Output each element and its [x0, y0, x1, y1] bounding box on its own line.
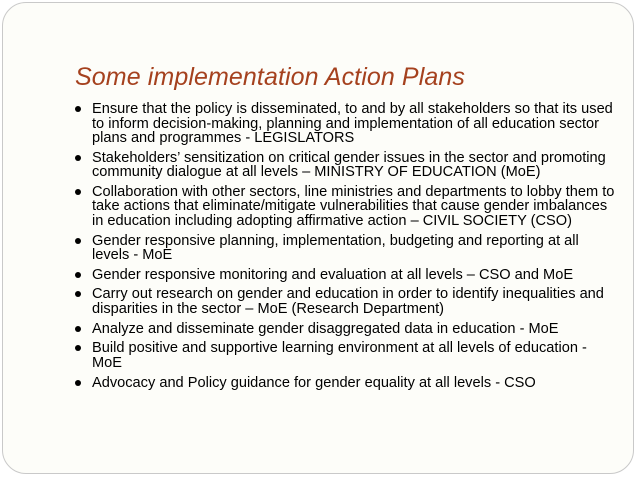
bullet-text: Collaboration with other sectors, line ministries and departments to lobby them to take actions that eliminate/mitigate vulnerabilities that cause gender imbalances in education including adopting affirmative action – CIVIL SOCIETY (CSO)	[92, 183, 615, 229]
bullet-text: Gender responsive monitoring and evaluation at all levels – CSO and MoE	[92, 266, 574, 283]
list-item	[75, 268, 615, 283]
list-item	[75, 322, 615, 337]
bullet-text: Build positive and supportive learning environment at all levels of education - MoE	[92, 340, 587, 371]
list-item	[75, 341, 615, 370]
list-item	[75, 102, 615, 146]
bullet-dot-icon	[75, 272, 81, 278]
bullet-list	[75, 102, 615, 395]
bullet-text: Analyze and disseminate gender disaggregated data in education - MoE	[92, 320, 559, 337]
bullet-dot-icon	[75, 238, 81, 244]
slide-title: Some implementation Action Plans	[75, 63, 465, 91]
bullet-text: Carry out research on gender and education in order to identify inequalities and disparities in the sector – MoE (Research Department)	[92, 286, 604, 317]
bullet-text: Stakeholders’ sensitization on critical gender issues in the sector and promoting community dialogue at all levels – MINISTRY OF EDUCATION (MoE)	[92, 149, 606, 181]
bullet-dot-icon	[75, 326, 81, 332]
bullet-dot-icon	[75, 106, 81, 112]
list-item	[75, 185, 615, 229]
bullet-dot-icon	[75, 380, 81, 386]
bullet-text: Gender responsive planning, implementation, budgeting and reporting at all levels - MoE	[92, 232, 579, 264]
bullet-text: Advocacy and Policy guidance for gender equality at all levels - CSO	[92, 374, 536, 391]
bullet-dot-icon	[75, 345, 81, 351]
bullet-dot-icon	[75, 189, 81, 195]
list-item	[75, 234, 615, 263]
bullet-dot-icon	[75, 291, 81, 297]
list-item	[75, 151, 615, 180]
bullet-dot-icon	[75, 155, 81, 161]
bullet-text: Ensure that the policy is disseminated, to and by all stakeholders so that its used to inform decision-making, planning and implementation of all education sector plans and programmes - LEGISLATORS	[92, 101, 613, 146]
list-item	[75, 376, 615, 391]
list-item	[75, 287, 615, 316]
slide	[2, 2, 634, 474]
